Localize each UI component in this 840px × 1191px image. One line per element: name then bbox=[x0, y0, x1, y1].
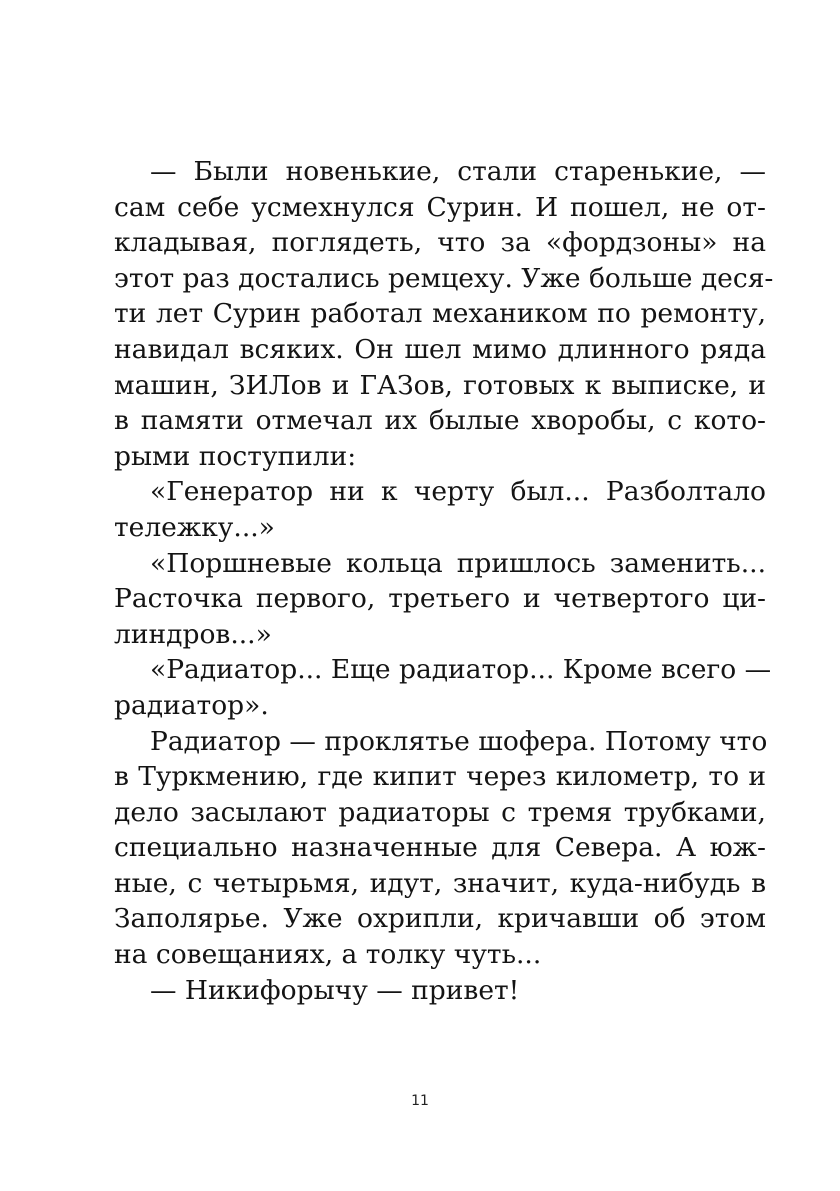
text-line: — Никифорычу — привет! bbox=[150, 974, 520, 1006]
text-line: «Поршневые кольца пришлось заменить... bbox=[150, 547, 766, 579]
text-line: навидал всяких. Он шел мимо длинного ряда bbox=[114, 333, 766, 365]
text-line: сам себе усмехнулся Сурин. И пошел, не от- bbox=[114, 191, 766, 223]
text-line: линдров...» bbox=[114, 618, 272, 650]
text-line: «Радиатор... Еще радиатор... Кроме всего — bbox=[150, 654, 772, 686]
text-line: в памяти отмечал их былые хворобы, с кото- bbox=[114, 405, 766, 437]
text-line: Расточка первого, третьего и четвертого ци- bbox=[114, 583, 766, 615]
text-line: этот раз достались ремцеху. Уже больше деся- bbox=[114, 262, 774, 294]
body-text bbox=[114, 154, 774, 1008]
text-line: машин, ЗИЛов и ГАЗов, готовых к выписке, и bbox=[114, 369, 766, 401]
page-number: 11 bbox=[411, 1093, 429, 1109]
text-line: «Генератор ни к черту был... Разболтало bbox=[150, 476, 766, 508]
text-line: дело засылают радиаторы с тремя трубками, bbox=[114, 796, 766, 828]
text-line: Заполярье. Уже охрипли, кричавши об этом bbox=[114, 903, 766, 935]
text-line: — Были новенькие, стали старенькие, — bbox=[150, 156, 766, 187]
text-line: специально назначенные для Севера. А юж- bbox=[114, 832, 766, 864]
text-line: Радиатор — проклятье шофера. Потому что bbox=[150, 725, 768, 757]
text-line: рыми поступили: bbox=[114, 440, 357, 472]
text-line: на совещаниях, а толку чуть... bbox=[114, 939, 542, 971]
text-line: кладывая, поглядеть, что за «фордзоны» на bbox=[114, 227, 766, 259]
text-line: радиатор». bbox=[114, 689, 269, 721]
text-line: в Туркмению, где кипит через километр, то и bbox=[114, 761, 766, 793]
text-line: ти лет Сурин работал механиком по ремонту, bbox=[114, 298, 766, 330]
text-line: тележку...» bbox=[114, 511, 275, 543]
text-line: ные, с четырьмя, идут, значит, куда-нибудь в bbox=[114, 867, 766, 899]
